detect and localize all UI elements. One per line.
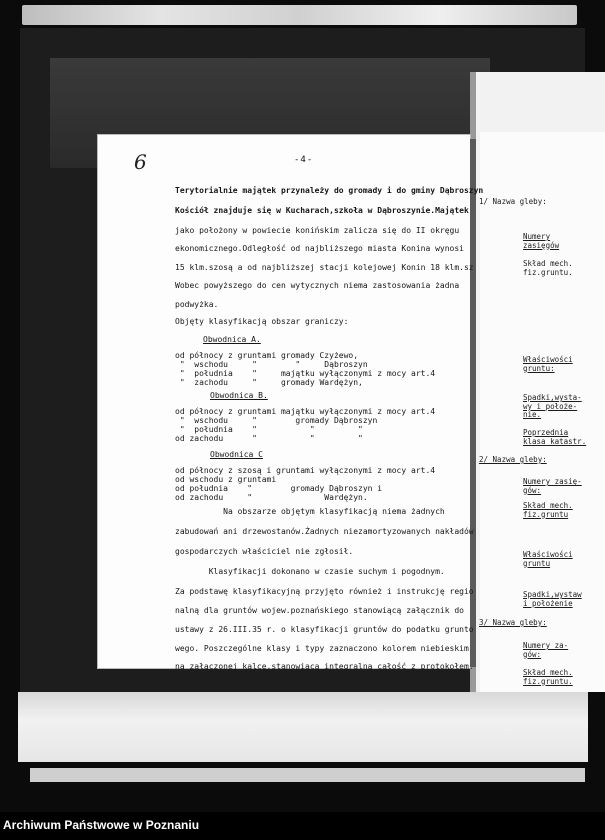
rp-item: Właściwości gruntu (523, 550, 573, 568)
rp-item: 3/ Nazwa gleby: (479, 618, 547, 627)
boundary-row: od północy z gruntami majątku wyłączonymi z mocy art.4 (175, 407, 436, 416)
rp-item: Spadki,wystaw i położenie (523, 590, 582, 608)
text-line: jako położony w powiecie konińskim zalicza się do II okręgu (175, 226, 460, 235)
archive-label: Archiwum Państwowe w Poznaniu (3, 818, 200, 832)
boundary-row: od północy z gruntami gromady Czyżewo, (175, 351, 359, 360)
document-page (98, 135, 484, 671)
boundary-row: od zachodu " " " (175, 434, 363, 443)
rp-item: Numery zasięgów (523, 232, 560, 250)
rp-item: 1/ Nazwa gleby: (479, 197, 547, 206)
rp-item: Skład mech. fiz.gruntu (523, 501, 573, 519)
text-line: wego. Poszczególne klasy i typy zaznaczono kolorem niebieskim (175, 644, 469, 653)
text-line: na załączonej kalce,stanowiącą integralną całość z protokołem. (175, 662, 474, 671)
text-line: Klasyfikacji dokonano w czasie suchym i pogodnym. (175, 567, 445, 576)
text-line: Na obszarze objętym klasyfikacją niema żadnych (175, 507, 445, 516)
rp-item: Spadki,wysta- wy i położe- nie. (523, 393, 582, 419)
boundary-row: od zachodu " Wardężyn. (175, 493, 368, 502)
section-title-b: Obwodnica B. (210, 391, 268, 400)
text-line: nalną dla gruntów wojew.poznańskiego stanowiącą załącznik do (175, 606, 464, 615)
text-line: ekonomicznego.Odległość od najbliższego miasta Konina wynosi (175, 244, 464, 253)
section-title-c: Obwodnica C (210, 450, 263, 459)
rp-item: Skład mech. fiz.gruntu. (523, 668, 573, 686)
rp-item: 2/ Nazwa gleby: (479, 455, 547, 464)
boundary-row: od wschodu z gruntami (175, 475, 277, 484)
text-line: ustawy z 26.III.35 r. o klasyfikacji gruntów do podatku grunto (175, 625, 474, 634)
text-line: Terytorialnie majątek przynależy do gromady i do gminy Dąbroszyn (175, 186, 484, 195)
text-line: Za podstawę klasyfikacyjną przyjęto również i instrukcję regio (175, 587, 474, 596)
text-line: Wobec powyższego do cen wytycznych niema zastosowania żadna (175, 281, 460, 290)
section-title-a: Obwodnica A. (203, 335, 261, 344)
boundary-row: od północy z szosą i gruntami wyłączonymi z mocy art.4 (175, 466, 436, 475)
rp-item: Poprzednia klasa katastr. (523, 428, 587, 446)
bottom-paper-sheet (18, 692, 588, 762)
boundary-row: " wschodu " gromady Dąbroszyn (175, 416, 378, 425)
boundary-row: " południa " " " (175, 425, 363, 434)
right-page (470, 72, 605, 692)
handwritten-page-number: 6 (134, 150, 147, 174)
bottom-paper-edge (30, 768, 585, 782)
boundary-row: " południa " majątku wyłączonymi z mocy art.4 (175, 369, 436, 378)
text-line: 15 klm.szosą a od najbliższej stacji kolejowej Konin 18 klm.sz (175, 263, 474, 272)
right-page-inner (480, 132, 605, 692)
text-line: Kościół znajduje się w Kucharach,szkoła w Dąbroszynie.Majątek (175, 206, 469, 215)
rp-item: Numery za- gów: (523, 641, 569, 659)
boundary-row: od południa " gromady Dąbroszyn i (175, 484, 383, 493)
boundary-row: " zachodu " gromady Wardężyn, (175, 378, 363, 387)
rp-item: Numery zasię- gów: (523, 477, 582, 495)
text-line: Objęty klasyfikacją obszar graniczy: (175, 317, 349, 326)
text-line: gospodarczych właściciel nie zgłosił. (175, 547, 354, 556)
text-line: zabudowań ani drzewostanów.Żadnych niezamortyzowanych nakładów (175, 527, 474, 536)
page-number: -4- (294, 155, 314, 165)
text-line: podwyżka. (175, 300, 219, 309)
boundary-row: " wschodu " " Dąbroszyn (175, 360, 368, 369)
rp-item: Właściwości gruntu: (523, 355, 573, 373)
rp-item: Skład mech. fiz.gruntu. (523, 259, 573, 277)
top-paper-strip (22, 5, 577, 25)
